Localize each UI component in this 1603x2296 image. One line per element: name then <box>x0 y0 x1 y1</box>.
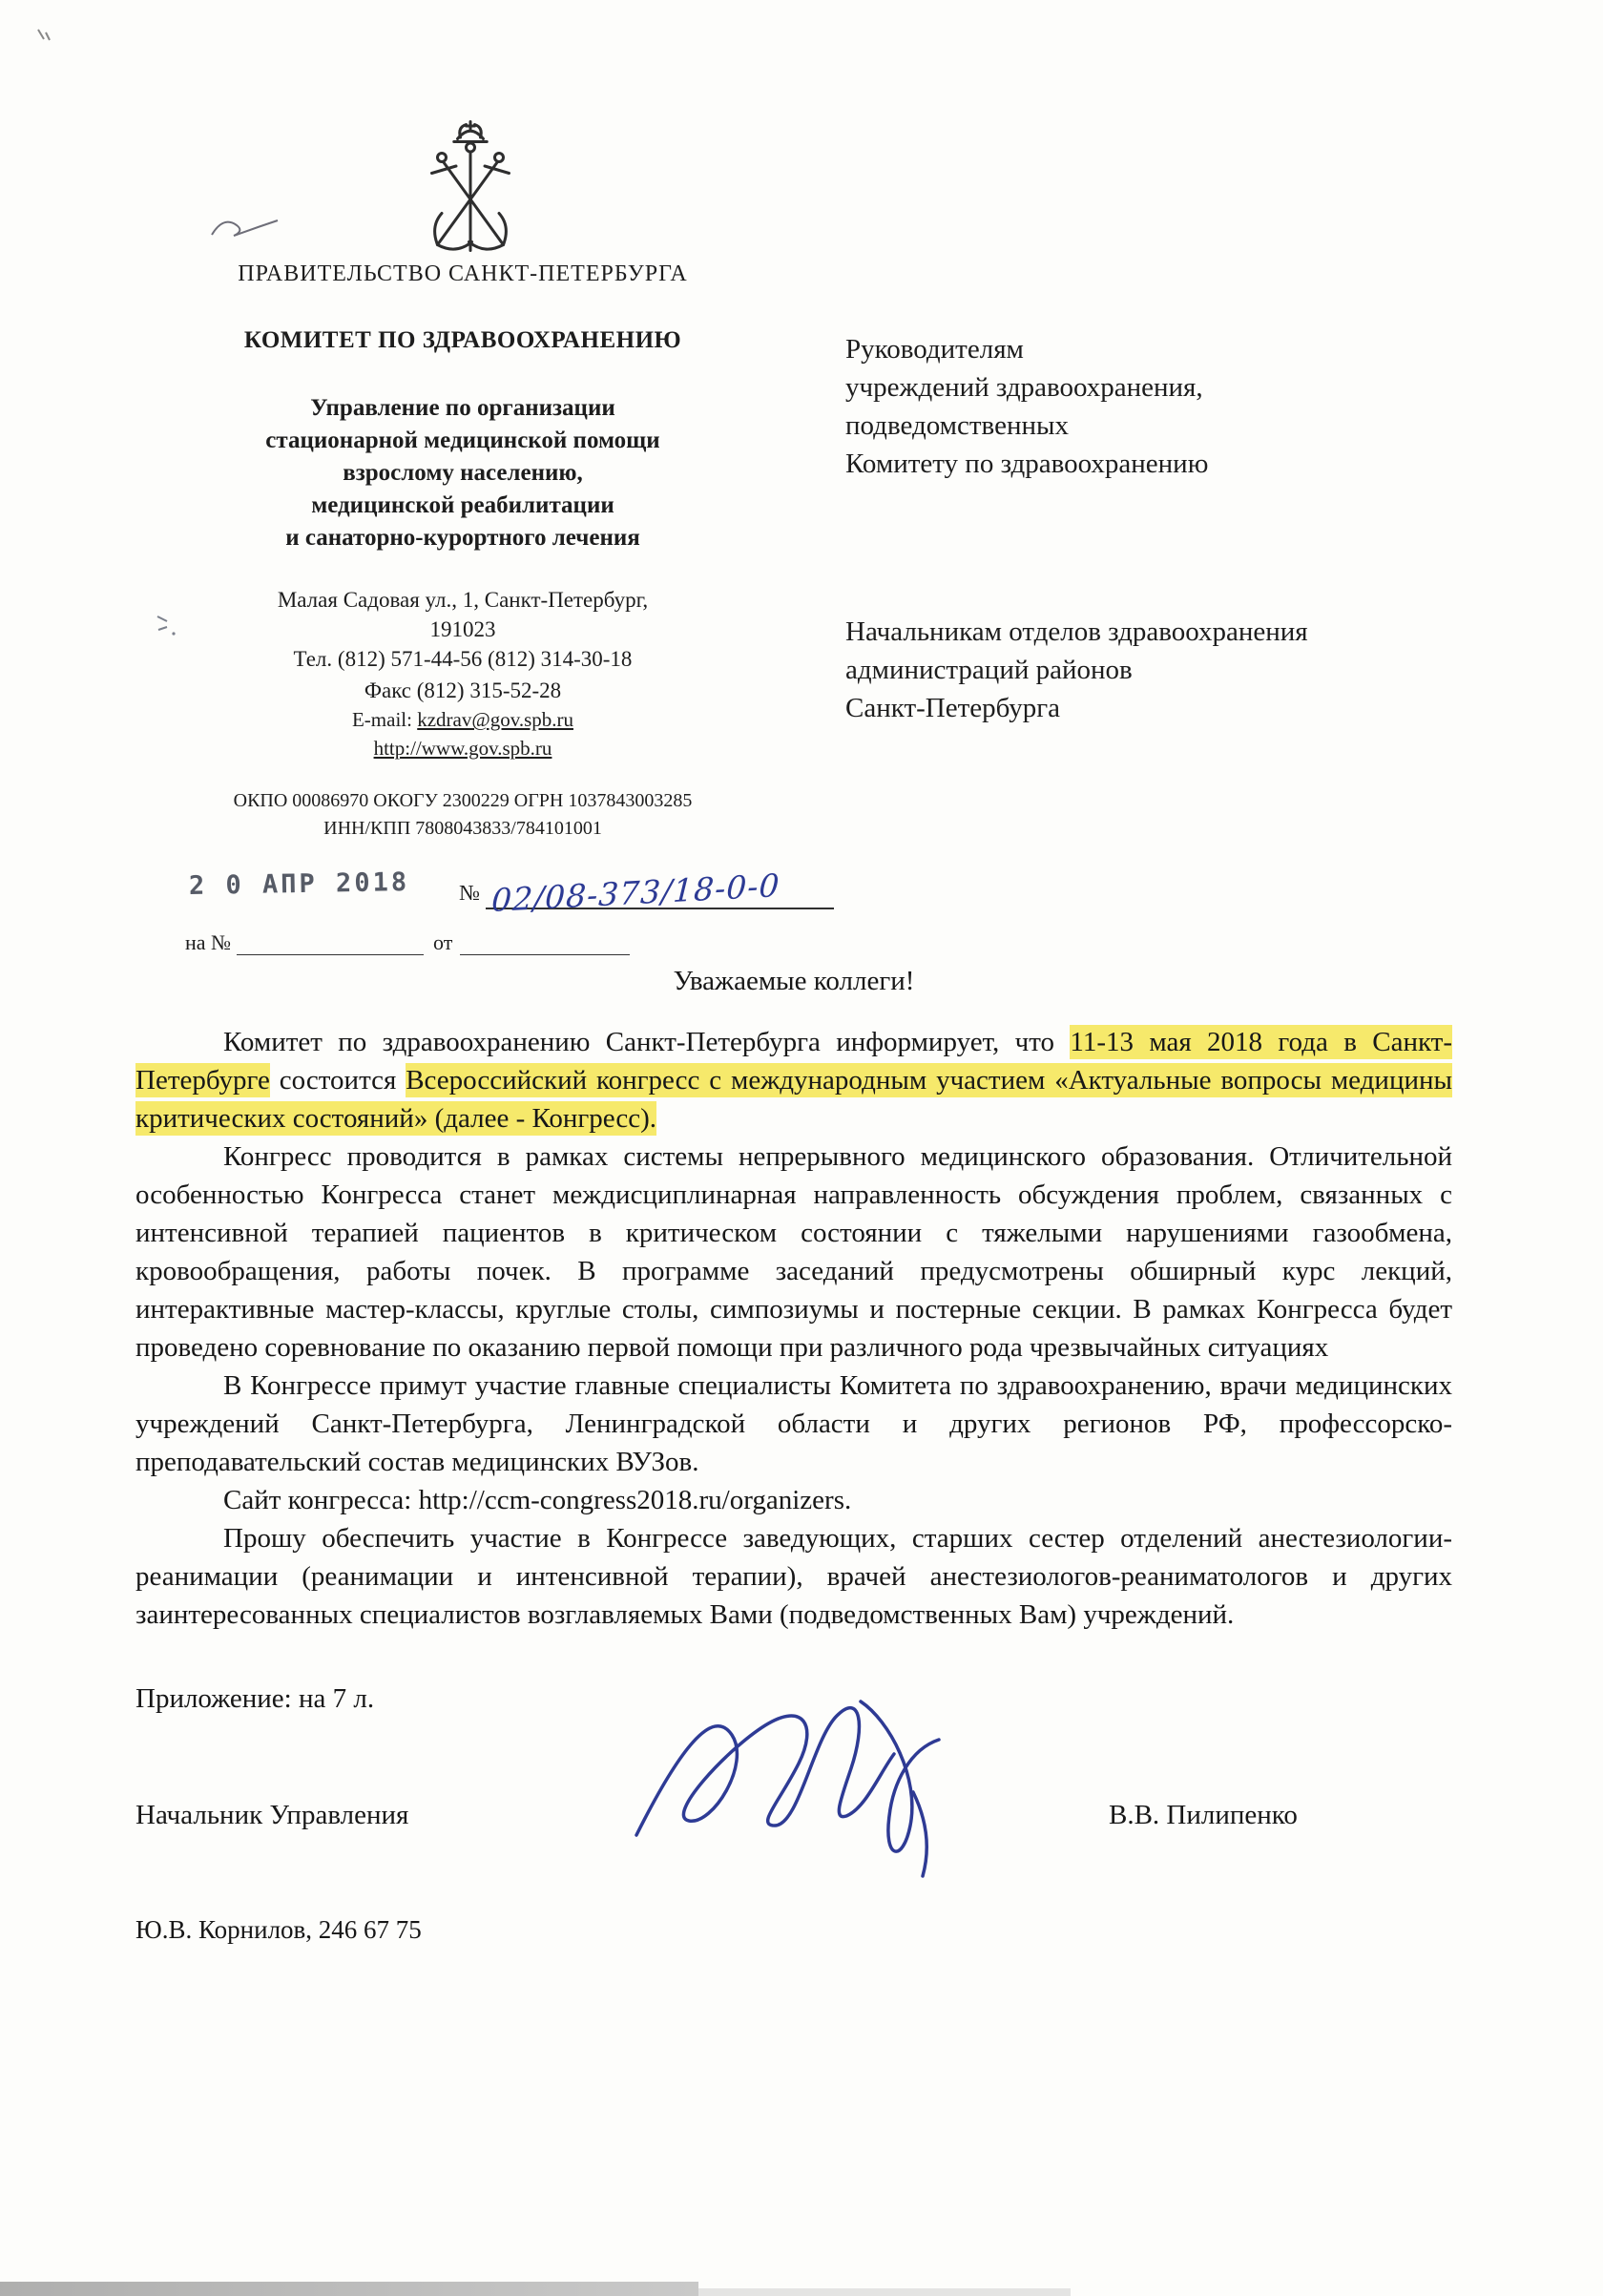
outgoing-reference-row <box>160 866 781 919</box>
scan-edge-smudge-light <box>698 2288 1071 2296</box>
highlighted-text: Всероссийский конгресс с международным участием «Актуальные вопросы медицины критических состояний» (далее - Конгресс). <box>135 1065 1452 1134</box>
addressee-line: Комитету по здравоохранению <box>845 449 1209 480</box>
addressee-line: подведомственных <box>845 410 1069 442</box>
paragraph-participants: В Конгрессе примут участие главные специалисты Комитета по здравоохранению, врачи медицинских учреждений Санкт-Петербурга, Ленинградской области и других регионов РФ, профессорско-преподавательский состав медицинских ВУЗов. <box>135 1370 1452 1477</box>
incoming-reference-row <box>160 930 765 955</box>
email-link[interactable]: kzdrav@gov.spb.ru <box>417 708 573 732</box>
registry-line: ИНН/КПП 7808043833/784101001 <box>323 817 602 839</box>
email-label: E-mail: <box>351 708 412 732</box>
registry-line: ОКПО 00086970 ОКОГУ 2300229 ОГРН 1037843003285 <box>233 790 693 812</box>
email-line <box>160 706 765 734</box>
letter-body <box>135 962 1452 1949</box>
address-line: 191023 <box>429 617 496 642</box>
paragraph-website <box>135 1481 1452 1519</box>
addressee-line: администраций районов <box>845 655 1133 686</box>
congress-website-link[interactable]: http://ccm-congress2018.ru/organizers. <box>418 1485 852 1515</box>
phone-line: Тел. (812) 571-44-56 (812) 314-30-18 <box>293 647 633 672</box>
government-name: ПРАВИТЕЛЬСТВО САНКТ-ПЕТЕРБУРГА <box>238 261 688 286</box>
addressee-line: Руководителям <box>845 334 1024 365</box>
department-line: и санаторно-курортного лечения <box>285 525 640 551</box>
scan-edge-smudge <box>0 2282 698 2296</box>
corner-mark-artifact <box>34 27 53 48</box>
signer-position: Начальник Управления <box>135 1800 409 1830</box>
date-stamp: 2 0 АПР 2018 <box>188 866 410 901</box>
incoming-date-blank <box>460 934 630 955</box>
incoming-number-blank <box>237 934 424 955</box>
paragraph-announcement <box>135 1023 1452 1138</box>
salutation: Уважаемые коллеги! <box>673 966 915 996</box>
handwritten-outgoing-number: 02/08-373/18-0-0 <box>490 866 781 919</box>
executor-contact: Ю.В. Корнилов, 246 67 75 <box>135 1915 422 1944</box>
paragraph-request: Прошу обеспечить участие в Конгрессе заведующих, старших сестер отделений анестезиологии-реанимации (реанимации и интенсивной терапии), врачей анестезиологов-реаниматологов и других заинтересованных специалистов возглавляемых Вами (подведомственных Вам) учреждений. <box>135 1523 1452 1630</box>
paragraph-congress-description: Конгресс проводится в рамках системы непрерывного медицинского образования. Отличительной особенностью Конгресса станет междисциплинарная направленность обсуждения проблем, связанных с интенсивной терапией пациентов в критическом состоянии с тяжелыми нарушениями газообмена, кровообращения, работы почек. В программе заседаний предусмотрены обширный курс лекций, интерактивные мастер-классы, круглые столы, симпозиумы и постерные секции. В рамках Конгресса будет проведено соревнование по оказанию первой помощи при различного рода чрезвычайных ситуациях <box>135 1141 1452 1363</box>
addressee-line: учреждений здравоохранения, <box>845 372 1203 404</box>
website-link[interactable]: http://www.gov.spb.ru <box>373 736 552 760</box>
committee-name: КОМИТЕТ ПО ЗДРАВООХРАНЕНИЮ <box>243 327 682 353</box>
department-line: стационарной медицинской помощи <box>265 428 660 453</box>
highlighted-text: 11-13 мая 2018 года в Санкт-Петербурге <box>135 1027 1453 1096</box>
addressee-block-heads-of-institutions <box>845 330 1426 483</box>
signature-row <box>135 1775 1452 1882</box>
incoming-number-label: на № <box>185 929 232 954</box>
letterhead <box>160 261 781 955</box>
signer-name: В.В. Пилипенко <box>1109 1800 1298 1830</box>
body-text: Комитет по здравоохранению Санкт-Петербурга информирует, что <box>223 1027 1071 1057</box>
website-label: Сайт конгресса: <box>223 1485 419 1515</box>
registry-codes <box>160 787 765 842</box>
pen-squiggle-artifact <box>208 210 284 242</box>
department-line: медицинской реабилитации <box>311 492 614 518</box>
addressee-line: Санкт-Петербурга <box>845 693 1061 724</box>
postal-address <box>160 585 765 644</box>
addressees <box>845 330 1426 727</box>
address-line: Малая Садовая ул., 1, Санкт-Петербург, <box>277 588 649 612</box>
addressee-block-district-health-heads <box>845 613 1426 727</box>
handwritten-signature <box>622 1668 1042 1888</box>
attachment-note: Приложение: на 7 л. <box>135 1683 375 1714</box>
coat-of-arms-icon <box>399 116 542 267</box>
department-line: взрослому населению, <box>343 460 583 486</box>
incoming-date-label: от <box>433 929 453 954</box>
addressee-line: Начальникам отделов здравоохранения <box>845 616 1308 648</box>
department-name <box>160 392 765 554</box>
outgoing-number-line <box>486 866 834 919</box>
department-line: Управление по организации <box>310 395 615 421</box>
body-text: состоится <box>269 1065 406 1096</box>
fax-line: Факс (812) 315-52-28 <box>364 678 562 702</box>
number-sign: № <box>459 880 481 905</box>
